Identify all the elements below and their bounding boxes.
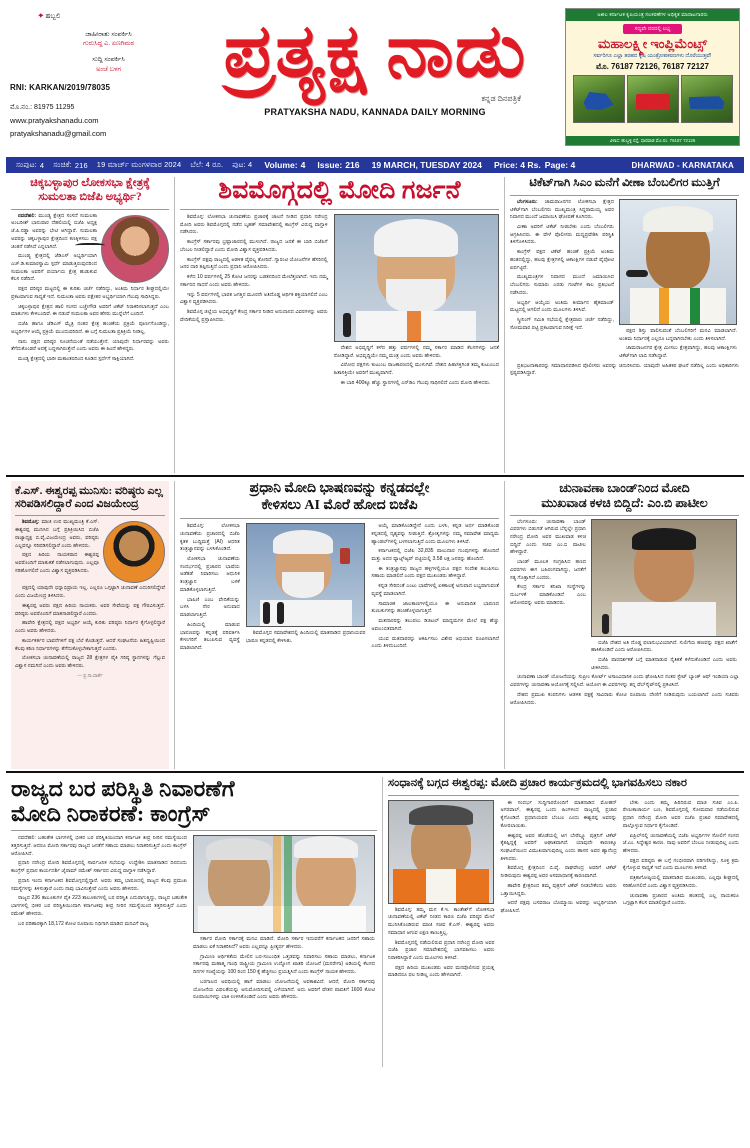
masthead-news-contact [10, 55, 185, 75]
kn-price: ಬೆಲೆ: 4 ರೂ. [190, 160, 224, 169]
drought-col2 [193, 936, 375, 1002]
kn-volume-label: ಸಂಪುಟ: [16, 160, 37, 169]
mb-patil-photo [591, 519, 737, 637]
modi-col1-p2: ಕಾಂಗ್ರೆಸ್ ಸರ್ಕಾರವು ಭ್ರಷ್ಟಾಚಾರದಲ್ಲಿ ಮುಳುಗಿದೆ. ರಾಜ್ಯದ ಜನತೆ ಈ ಬಾರಿ ಬಿಜೆಪಿಗೆ ಬೆಂಬಲ ನೀಡಲಿದ್ದಾರೆ ಎಂದು ಮೋದಿ ವಿಶ್ವಾಸ ವ್ಯಕ್ತಪಡಿಸಿದರು. [180, 239, 328, 253]
sumalatha-photo [101, 215, 169, 283]
sumalatha-headline: ಚಿಕ್ಕಬಳ್ಳಾಪುರ ಲೋಕಸಭಾ ಕ್ಷೇತ್ರಕ್ಕೆ ಸುಮಲತಾ ಬಿಜೆಪಿ ಅಭ್ಯರ್ಥಿ? [30, 177, 150, 203]
vijayendra-photo [103, 521, 165, 583]
ad-ribbon: ಸದ್ಯವೇ ದರದಲ್ಲಿ ಲಭ್ಯ [623, 24, 683, 34]
masthead-ad-contact [10, 30, 185, 50]
news-contact-label: ಸುದ್ದಿ ಸಂಪರ್ಕಿಸಿ [92, 56, 125, 63]
sumalatha-body-cont: ಪಕ್ಷದ ವರಿಷ್ಠರ ಮಟ್ಟದಲ್ಲಿ ಈ ಕುರಿತು ಚರ್ಚೆ ನಡೆದಿದ್ದು, ಅಂತಿಮ ನಿರ್ಧಾರ ಶೀಘ್ರದಲ್ಲಿಯೇ ಪ್ರಕಟವಾಗುವ ಸಾಧ್ಯತೆ ಇದೆ. ಸುಮಲತಾ ಅವರು ಪಕ್ಷೇತರ ಅಭ್ಯರ್ಥಿಯಾಗಿ ಗೆಲುವು ಸಾಧಿಸಿದ್ದರು. ಚಿಕ್ಕಬಳ್ಳಾಪುರ ಕ್ಷೇತ್ರದ ಹಾಲಿ ಸಂಸದ ಬಚ್ಚೇಗೌಡ ಅವರಿಗೆ ಟಿಕೆಟ್ ನಿರಾಕರಿಸಲಾಗುತ್ತದೆ ಎಂಬ ಮಾತುಗಳು ಕೇಳಿಬಂದಿವೆ. ಈ ನಡುವೆ ಸುಮಲತಾ ಅವರ ಹೆಸರು ಮುನ್ನೆಲೆಗೆ ಬಂದಿದೆ. ಬಿಜೆಪಿ ಹಾಗೂ ಜೆಡಿಎಸ್ ಮೈತ್ರಿ ನಂತರ ಕ್ಷೇತ್ರ ಹಂಚಿಕೆಯ ಪ್ರಕ್ರಿಯೆ ಪೂರ್ಣಗೊಂಡಿದ್ದು, ಅಭ್ಯರ್ಥಿಗಳ ಆಯ್ಕೆ ಪ್ರಕ್ರಿಯೆ ಮುಂದುವರಿದಿದೆ. ಈ ಬಗ್ಗೆ ಸುಮಲತಾ ಪ್ರತಿಕ್ರಿಯೆ ನೀಡಿಲ್ಲ. ನಾನು ಪಕ್ಷದ ವರಿಷ್ಠರ ಸೂಚನೆಯಂತೆ ನಡೆಯುತ್ತೇನೆ. ಯಾವುದೇ ನಿರ್ಧಾರವನ್ನು ಅವರು ತೆಗೆದುಕೊಂಡರೆ ಅದಕ್ಕೆ ಬದ್ಧಳಾಗಿರುತ್ತೇನೆ ಎಂದು ಅವರು ಈ ಹಿಂದೆ ಹೇಳಿದ್ದರು. ಮಂಡ್ಯ ಕ್ಷೇತ್ರದಲ್ಲಿ ಭಾರೀ ಮತಾಂತರದಿಂದ ಕೂಡಿದ ಸ್ಪರ್ಧೆಗೆ ಸಾಕ್ಷಿಯಾಗಿದೆ. [11, 286, 169, 363]
mb-patil-col2: ಬಿಜೆಪಿ ದೇಶದ ಅತಿ ದೊಡ್ಡ ಫಲಾನುಭವಿಯಾಗಿದೆ. ಸುಲಿಗೆಯ ಹಣವನ್ನು ಪಕ್ಷದ ಖಾತೆಗೆ ಹಾಕಿಕೊಂಡಿದೆ ಎಂದು ಆರೋಪಿಸಿದರು. ಬಿಜೆಪಿ ಪಾರದರ್ಶಕತೆ ಬಗ್ಗೆ ಮಾತನಾಡುವ ನೈತಿಕತೆ ಕಳೆದುಕೊಂಡಿದೆ ಎಂದು ಅವರು ಟೀಕಿಸಿದರು. [591, 639, 737, 671]
ai-bjp-col2-p2: ಕರ್ನಾಟಕದಲ್ಲಿ ಬಿಜೆಪಿ 32,835 ಪಾಲುದಾರ ಗುಂಪುಗಳನ್ನು ಹೊಂದಿದೆ ಮತ್ತು ಅದರ ವ್ಯಾಟ್ಸ್‌ಆ್ಯಪ್ ಪಟ್ಟಿಯಲ್ಲಿ 3.58 ಲಕ್ಷ ಜನರನ್ನು ಹೊಂದಿದೆ. [371, 548, 499, 562]
eshwarappa-refusal-col1-p1: ಶಿವಮೊಗ್ಗ: ತಮ್ಮ ಮಗ ಕೆ.ಇ. ಕಾಂತೇಶ್‌ಗೆ ಲೋಕಸಭಾ ಚುನಾವಣೆಯಲ್ಲಿ ಟಿಕೆಟ್ ನೀಡದ ಕಾರಣ ಬಿಜೆಪಿ ವರಿಷ್ಠರ ಮೇಲೆ ಮುನಿಸಿಕೊಂಡಿರುವ ಮಾಜಿ ಸಚಿವ ಕೆ.ಎಸ್. ಈಶ್ವರಪ್ಪ ಅವರು ಸಮಾಧಾನ ಆಗುವ ಲಕ್ಷಣ ಕಾಣುತ್ತಿಲ್ಲ. [388, 906, 495, 936]
ai-bjp-headline [180, 481, 499, 514]
eshwarappa-refusal-headline: ಸಂಧಾನಕ್ಕೆ ಬಗ್ಗದ ಈಶ್ವರಪ್ಪ: ಮೋದಿ ಪ್ರಚಾರ ಕಾರ್ಯಕ್ರಮದಲ್ಲಿ ಭಾಗವಹಿಸಲು ನಕಾರ [388, 777, 687, 789]
siddaramaiah-photo [619, 199, 737, 325]
article-eshwarappa-munisu[interactable] [6, 481, 174, 769]
eshwarappa-refusal-col3-p2: ಏಪ್ರಿಲ್‌ನಲ್ಲಿ ಚುನಾವಣೆಯಲ್ಲಿ ಬಿಜೆಪಿ ಅಭ್ಯರ್ಥಿಗಳ ಸೋಲಿಗೆ ಸಂಸದ ಜೆ.ಎಂ. ಸಿದ್ದೇಶ್ವರ ಕಾರಣ. ನಾವು ಅವರಿಗೆ ಬೆಂಬಲ ನೀಡುವುದಿಲ್ಲ ಎಂದು ಹೇಳಿದರು. [622, 832, 739, 854]
drought-col1-p1: ನವದೆಹಲಿ: ಬಹುತೇಕ ಭಾಗಗಳಲ್ಲಿ ಭೀಕರ ಬರ ಪರಿಸ್ಥಿತಿಯಿಂದಾಗಿ ಕರ್ನಾಟಕ ತೀವ್ರ ನೀರಿನ ಸಮಸ್ಯೆಯಿಂದ ತತ್ತರಿಸುತ್ತಿದೆ. ಆದರೂ ಮೋದಿ ಸರ್ಕಾರವು ರಾಜ್ಯದ ಜನತೆಗೆ ಸಹಾಯ ಮಾಡಲು ನಿರಾಕರಿಸುತ್ತಿದೆ ಎಂದು ಕಾಂಗ್ರೆಸ್ ಆರೋಪಿಸಿದೆ. [11, 835, 187, 857]
edition-place: DHARWAD - KARNATAKA [631, 160, 734, 170]
masthead-email[interactable]: pratyakshanadu@gmail.com [10, 129, 107, 139]
eshwarappa-refusal-col3: ಬೇಕು ಎಂದು ತಮ್ಮ ಹಿರಿದಿರುವ ಮಾಜಿ ಸಚಿವ ಎಂ.ಪಿ. ರೇಣುಕಾಚಾರ್ಯ ಬಣ, ಶಿವಮೊಗ್ಗದಲ್ಲಿ ಸೋಮವಾರ ನಡೆಯಲಿರುವ ಪ್ರಧಾನಿ ನರೇಂದ್ರ ಮೋದಿ ಅವರ ಬಿಜೆಪಿ ಪ್ರಚಾರ ಸಮಾವೇಶದಲ್ಲಿ ಪಾಲ್ಗೊಳ್ಳುವ ನಿರ್ಧಾರ ಕೈಗೊಂಡಿದೆ. ಏಪ್ರಿಲ್‌ನಲ್ಲಿ ಚುನಾವಣೆಯಲ್ಲಿ ಬಿಜೆಪಿ ಅಭ್ಯರ್ಥಿಗಳ ಸೋಲಿಗೆ ಸಂಸದ ಜೆ.ಎಂ. ಸಿದ್ದೇಶ್ವರ ಕಾರಣ. ನಾವು ಅವರಿಗೆ ಬೆಂಬಲ ನೀಡುವುದಿಲ್ಲ ಎಂದು ಹೇಳಿದರು. ಪಕ್ಷದ ವರಿಷ್ಠರು ಈ ಬಗ್ಗೆ ಗಂಭೀರವಾಗಿ ಪರಿಗಣಿಸಿದ್ದು, ಸೂಕ್ತ ಕ್ರಮ ಕೈಗೊಳ್ಳುವ ಸಾಧ್ಯತೆ ಇದೆ ಎಂದು ಮೂಲಗಳು ತಿಳಿಸಿವೆ. ಪತ್ರಿಕಾಗೋಷ್ಠಿಯಲ್ಲಿ ಮಾತನಾಡಿದ ಮುಖಂಡರು, ಎಲ್ಲವೂ ಶೀಘ್ರದಲ್ಲಿ ಸರಿಹೋಗಲಿದೆ ಎಂದು ವಿಶ್ವಾಸ ವ್ಯಕ್ತಪಡಿಸಿದರು. ಚುನಾವಣಾ ಪ್ರಚಾರದ ಅಂತಿಮ ಹಂತದಲ್ಲಿ ಎಲ್ಲ ನಾಯಕರೂ ಒಗ್ಗಟ್ಟಾಗಿ ಕೆಲಸ ಮಾಡಲಿದ್ದಾರೆ ಎಂದರು. [622, 799, 739, 907]
modi-shivamogga-col1: ಶಿವಮೊಗ್ಗ: ಲೋಕಸಭಾ ಚುನಾವಣೆಯ ಪ್ರಚಾರಕ್ಕೆ ಚಾಲನೆ ನೀಡಿದ ಪ್ರಧಾನಿ ನರೇಂದ್ರ ಮೋದಿ ಅವರು ಶಿವಮೊಗ್ಗದಲ್ಲಿ ನಡೆದ ಬೃಹತ್ ಸಮಾವೇಶದಲ್ಲಿ ಕಾಂಗ್ರೆಸ್ ವಿರುದ್ಧ ವಾಗ್ದಾಳಿ ನಡೆಸಿದರು. ಕಾಂಗ್ರೆಸ್ ಸರ್ಕಾರವು ಭ್ರಷ್ಟಾಚಾರದಲ್ಲಿ ಮುಳುಗಿದೆ. ರಾಜ್ಯದ ಜನತೆ ಈ ಬಾರಿ ಬಿಜೆಪಿಗೆ ಬೆಂಬಲ ನೀಡಲಿದ್ದಾರೆ ಎಂದು ಮೋದಿ ವಿಶ್ವಾಸ ವ್ಯಕ್ತಪಡಿಸಿದರು. ಕಾಂಗ್ರೆಸ್ ಪಕ್ಷವು ರಾಜ್ಯದಲ್ಲಿ ಆಡಳಿತ ವೈಫಲ್ಯ ತೋರಿದೆ. ಗ್ಯಾರಂಟಿ ಯೋಜನೆಗಳ ಹೆಸರಿನಲ್ಲಿ ಜನರ ದಾರಿ ತಪ್ಪಿಸುತ್ತಿದೆ ಎಂದು ಪ್ರಧಾನಿ ಆರೋಪಿಸಿದರು. ಕಳೆದ 10 ವರ್ಷಗಳಲ್ಲಿ 25 ಕೋಟಿ ಜನರನ್ನು ಬಡತನದಿಂದ ಮೇಲೆತ್ತಲಾಗಿದೆ. ಇದು ನಮ್ಮ ಸರ್ಕಾರದ ಸಾಧನೆ ಎಂದು ಅವರು ಹೇಳಿದರು. ಇನ್ನು 5 ವರ್ಷಗಳಲ್ಲಿ ಭಾರತ ಜಗತ್ತಿನ ಮೂರನೇ ಅತಿದೊಡ್ಡ ಆರ್ಥಿಕ ಶಕ್ತಿಯಾಗಲಿದೆ ಎಂಬ ವಿಶ್ವಾಸ ವ್ಯಕ್ತಪಡಿಸಿದರು. ಶಿವಮೊಗ್ಗ ಜಿಲ್ಲೆಯ ಅಭಿವೃದ್ಧಿಗೆ ಕೇಂದ್ರ ಸರ್ಕಾರ ನೀಡಿದ ಅನುದಾನದ ವಿವರಗಳನ್ನು ಅವರು ವೇದಿಕೆಯಲ್ಲಿ ಪ್ರಸ್ತಾಪಿಸಿದರು. [180, 214, 328, 323]
eshwarappa-munisu-body: ಶಿವಮೊಗ್ಗ: ಮಾಜಿ ಉಪ ಮುಖ್ಯಮಂತ್ರಿ ಕೆ.ಎಸ್. ಈಶ್ವರಪ್ಪ ಮುನಿಸಿನ ಬಗ್ಗೆ ಪ್ರತಿಕ್ರಿಯಿಸಿದ ಬಿಜೆಪಿ ರಾಜ್ಯಾಧ್ಯಕ್ಷ ಬಿ.ವೈ.ವಿಜಯೇಂದ್ರ ಅವರು, ವರಿಷ್ಠರು ಎಲ್ಲವನ್ನೂ ಸರಿಪಡಿಸಲಿದ್ದಾರೆ ಎಂದು ಹೇಳಿದರು. ಪಕ್ಷದ ಹಿರಿಯ ನಾಯಕರಾದ ಈಶ್ವರಪ್ಪ ಅವರೊಂದಿಗೆ ಮಾತುಕತೆ ನಡೆಸಲಾಗುವುದು. ಎಲ್ಲವೂ ಸರಿಹೋಗಲಿದೆ ಎಂದು ವಿಶ್ವಾಸ ವ್ಯಕ್ತಪಡಿಸಿದರು. ಪಕ್ಷದಲ್ಲಿ ಯಾವುದೇ ಭಿನ್ನಾಭಿಪ್ರಾಯ ಇಲ್ಲ. ಎಲ್ಲರೂ ಒಗ್ಗಟ್ಟಾಗಿ ಚುನಾವಣೆ ಎದುರಿಸಲಿದ್ದೇವೆ ಎಂದು ವಿಜಯೇಂದ್ರ ತಿಳಿಸಿದರು. ಈಶ್ವರಪ್ಪ ಅವರು ಪಕ್ಷದ ಹಿರಿಯ ನಾಯಕರು. ಅವರ ಸೇವೆಯನ್ನು ಪಕ್ಷ ಗೌರವಿಸುತ್ತದೆ. ವರಿಷ್ಠರು ಅವರೊಂದಿಗೆ ಮಾತನಾಡಲಿದ್ದಾರೆ ಎಂದರು. ಹಾವೇರಿ ಕ್ಷೇತ್ರದಲ್ಲಿ ಪಕ್ಷದ ಅಭ್ಯರ್ಥಿ ಆಯ್ಕೆ ಕುರಿತು ವರಿಷ್ಠರು ನಿರ್ಧಾರ ಕೈಗೊಳ್ಳಲಿದ್ದಾರೆ ಎಂದು ಅವರು ಹೇಳಿದರು. ಕಾರ್ಯಕರ್ತರ ಭಾವನೆಗಳಿಗೆ ಪಕ್ಷ ಬೆಲೆ ಕೊಡುತ್ತದೆ. ಆದರೆ ಸಂಘಟನೆಯ ಹಿತದೃಷ್ಟಿಯಿಂದ ಕೆಲವು ಕಠಿಣ ನಿರ್ಧಾರಗಳನ್ನು ತೆಗೆದುಕೊಳ್ಳಬೇಕಾಗುತ್ತದೆ ಎಂದರು. ಲೋಕಸಭಾ ಚುನಾವಣೆಯಲ್ಲಿ ರಾಜ್ಯದ 28 ಕ್ಷೇತ್ರಗಳ ಪೈಕಿ ಗರಿಷ್ಠ ಸ್ಥಾನಗಳನ್ನು ಗೆಲ್ಲುವ ವಿಶ್ವಾಸ ನಮಗಿದೆ ಎಂದು ಅವರು ಹೇಳಿದರು. — ಪ್ರ.ನಾ.ವಾರ್ತೆ [15, 519, 165, 678]
drought-col2-p3: ಬರಗಾಲದ ಅವಧಿಯಲ್ಲಿ ಹಾಗೆ ಮಾಡಲು ಯೋಜನೆಯಲ್ಲಿ ಅವಕಾಶವಿದೆ. ಆದರೆ, ಮೋದಿ ಸರ್ಕಾರವು ಯೋಜನೆಯ ವಿಫಲತೆಯನ್ನು ಅನುಮೋದಿಸುವಲ್ಲಿ ಎಳೆಯಾಗಿದೆ. ಅದು ಅವರಿಗೆ ವೇತನ ಪಾವತಿಗೆ 1600 ಕೋಟಿ ರೂಪಾಯಿಗಳನ್ನು ಬಾಕಿ ಉಳಿಸಿಕೊಂಡಿದೆ ಎಂದು ಅವರು ಹೇಳಿದರು. [193, 978, 375, 1001]
en-date: 19 MARCH, TUESDAY 2024 [371, 160, 482, 170]
mb-patil-headline-l1: ಚುನಾವಣಾ ಬಾಂಡ್‌ನಿಂದ ಮೋದಿ [559, 481, 690, 495]
masthead-title-block [185, 8, 565, 117]
ad-contact-name: ಗುರುಸಿದ್ದ ಎ. ಏಣಗಿಮಠ [83, 40, 134, 48]
article-veena-ticket[interactable] [504, 177, 744, 473]
ai-bjp-headline-l1: ಪ್ರಧಾನಿ ಮೋದಿ ಭಾಷಣವನ್ನು ಕನ್ನಡದಲ್ಲೇ [249, 481, 430, 496]
en-price: Price: 4 Rs. [493, 160, 541, 170]
ai-bjp-photo-caption-body: ಶಿವಮೊಗ್ಗದ ಸಮಾವೇಶದಲ್ಲಿ ಹಿಂದಿಯಲ್ಲಿ ಮಾತನಾಡಿದ ಪ್ರಧಾನಿಯವರ ಭಾಷಣ ಕನ್ನಡದಲ್ಲಿ ಕೇಳಿಸಿತು. [245, 630, 366, 644]
sumalatha-body-p1: ಮುಂಡ್ಯ ಕ್ಷೇತ್ರದ ಸಂಸದೆ ಸುಮಲತಾ ಅಂಬರೀಶ್ ಭಾನುವಾರ ದೆಹಲಿಯಲ್ಲಿ ಬಿಜೆಪಿ ಅಧ್ಯಕ್ಷ ಜೆ.ಪಿ.ನಡ್ಡಾ ಅವರನ್ನು ಭೇಟಿ ಆಗಿದ್ದಾರೆ. ಸುಮಲತಾ ಅವರನ್ನು ಚಿಕ್ಕಬಳ್ಳಾಪುರ ಕ್ಷೇತ್ರದಿಂದ ಕಣಕ್ಕಿಳಿಸಲು ಪಕ್ಷ ಚಿಂತನೆ ನಡೆಸಿದೆ ಎನ್ನಲಾಗಿದೆ. [11, 212, 97, 250]
article-sumalatha[interactable] [6, 177, 174, 473]
en-page: Page: 4 [544, 160, 576, 170]
ai-bjp-col2-p1: ಆಯ್ಕೆ ಮಾಡಿಕೊಂಡಿದ್ದೇನೆ ಎಂದು ಬಳಸಿ, ಕನ್ನಡ ಅರ್ಥ ಮಾಡಿಕೊಂಡ ಕನ್ನಡದಲ್ಲಿ ದೃಶ್ಯವನ್ನು ನೀಡುತ್ತಿದೆ. ಶ್ರೋತೃಗಳನ್ನು ನಮ್ಮ ಸಮಾವೇಶ ಮಾಧ್ಯಮ ಹ್ಯಾಂಡಲ್‌ಗಳಲ್ಲಿ ಬಳಸಲಾಗುತ್ತಿದೆ ಎಂದು ಮೂಲಗಳು ತಿಳಿಸಿವೆ. [371, 523, 499, 545]
masthead-phone: ಮೊ.ನಂ.: 81975 11295 [10, 103, 75, 111]
veena-col2: ಪಕ್ಷದ ಶಿಸ್ತು ಪಾಲಿಸುವಂತೆ ಬೆಂಬಲಿಗರಿಗೆ ಮನವಿ ಮಾಡಲಾಗಿದೆ. ಅಂತಿಮ ನಿರ್ಧಾರಕ್ಕೆ ಎಲ್ಲರೂ ಬದ್ಧರಾಗಿರಬೇಕು ಎಂದು ತಿಳಿಸಲಾಗಿದೆ. ಚಾಮರಾಜನಗರ ಕ್ಷೇತ್ರ ಮೀಸಲು ಕ್ಷೇತ್ರವಾಗಿದ್ದು, ಹಲವು ಆಕಾಂಕ್ಷಿಗಳು ಟಿಕೆಟ್‌ಗಾಗಿ ಲಾಬಿ ನಡೆಸಿದ್ದಾರೆ. [619, 327, 737, 359]
issue-info-bar [6, 157, 744, 173]
rni-number: RNI: KARKAN/2019/78035 [10, 82, 111, 92]
sumalatha-body-p2: ಮುಂಡ್ಯ ಕ್ಷೇತ್ರದಲ್ಲಿ ಜೆಡಿಎಸ್ ಅಭ್ಯರ್ಥಿಯಾಗಿ ಎಚ್.ಡಿ.ಕುಮಾರಸ್ವಾಮಿ ಸ್ಪರ್ಧೆ ಮಾಡುತ್ತಿರುವುದರಿಂದ ಸುಮಲತಾ ಅವರಿಗೆ ಪರ್ಯಾಯ ಕ್ಷೇತ್ರ ಹುಡುಕುವ ಕೆಲಸ ನಡೆದಿದೆ. [11, 253, 97, 283]
sumalatha-dateline: ನವದೆಹಲಿ: [18, 212, 37, 219]
star-bullet-icon: ✦ [38, 13, 44, 20]
eshwarappa-refusal-col1: ಶಿವಮೊಗ್ಗ: ತಮ್ಮ ಮಗ ಕೆ.ಇ. ಕಾಂತೇಶ್‌ಗೆ ಲೋಕಸಭಾ ಚುನಾವಣೆಯಲ್ಲಿ ಟಿಕೆಟ್ ನೀಡದ ಕಾರಣ ಬಿಜೆಪಿ ವರಿಷ್ಠರ ಮೇಲೆ ಮುನಿಸಿಕೊಂಡಿರುವ ಮಾಜಿ ಸಚಿವ ಕೆ.ಎಸ್. ಈಶ್ವರಪ್ಪ ಅವರು ಸಮಾಧಾನ ಆಗುವ ಲಕ್ಷಣ ಕಾಣುತ್ತಿಲ್ಲ. ಶಿವಮೊಗ್ಗದಲ್ಲಿ ನಡೆಯಲಿರುವ ಪ್ರಧಾನಿ ನರೇಂದ್ರ ಮೋದಿ ಅವರ ಬಿಜೆಪಿ ಪ್ರಚಾರ ಸಮಾವೇಶದಲ್ಲಿ ಭಾಗವಹಿಸಲು ಅವರು ನಿರಾಕರಿಸಿದ್ದಾರೆ ಎಂದು ಮೂಲಗಳು ತಿಳಿಸಿವೆ. ಪಕ್ಷದ ಹಿರಿಯ ಮುಖಂಡರು ಅವರ ಮನವೊಲಿಸುವ ಪ್ರಯತ್ನ ಮಾಡಿದರೂ ಫಲ ನೀಡಿಲ್ಲ ಎಂದು ಹೇಳಲಾಗಿದೆ. [388, 906, 495, 979]
ad-bottom-banner: ವಿಳಾಸ: ಹುಬ್ಬಳ್ಳಿ ರಸ್ತೆ, ಧಾರವಾಡ ಮೊ.ನಂ. 76187 72126 [566, 136, 739, 145]
veena-col1: ಬೆಂಗಳೂರು: ಚಾಮರಾಜನಗರ ಲೋಕಸಭಾ ಕ್ಷೇತ್ರದ ಟಿಕೆಟ್‌ಗಾಗಿ ಬೆಂಬಲಿಗರು ಮುಖ್ಯಮಂತ್ರಿ ಸಿದ್ದರಾಮಯ್ಯ ಅವರ ನಿವಾಸದ ಮುಂದೆ ಜಮಾಯಿಸಿ ಘೋಷಣೆ ಕೂಗಿದರು. ವೀಣಾ ಅವರಿಗೆ ಟಿಕೆಟ್ ನೀಡಬೇಕು ಎಂದು ಬೆಂಬಲಿಗರು ಆಗ್ರಹಿಸಿದರು. ಈ ವೇಳೆ ಪೊಲೀಸರು ಮಧ್ಯಪ್ರವೇಶಿಸಿ ಪರಿಸ್ಥಿತಿ ತಿಳಿಗೊಳಿಸಿದರು. ಕಾಂಗ್ರೆಸ್ ಪಕ್ಷದ ಟಿಕೆಟ್ ಹಂಚಿಕೆ ಪ್ರಕ್ರಿಯೆ ಅಂತಿಮ ಹಂತದಲ್ಲಿದ್ದು, ಹಲವು ಕ್ಷೇತ್ರಗಳಲ್ಲಿ ಆಕಾಂಕ್ಷಿಗಳ ನಡುವೆ ಪೈಪೋಟಿ ಏರ್ಪಟ್ಟಿದೆ. ಮುಖ್ಯಮಂತ್ರಿಗಳ ನಿವಾಸದ ಮುಂದೆ ಜಮಾಯಿಸಿದ ಬೆಂಬಲಿಗರು ಸುಮಾರು ಎರಡು ಗಂಟೆಗಳ ಕಾಲ ಪ್ರತಿಭಟನೆ ನಡೆಸಿದರು. ಅಭ್ಯರ್ಥಿ ಆಯ್ಕೆಯ ಅಂತಿಮ ತೀರ್ಮಾನ ಹೈಕಮಾಂಡ್ ಮಟ್ಟದಲ್ಲಿ ಆಗಲಿದೆ ಎಂದು ಮೂಲಗಳು ತಿಳಿಸಿವೆ. ಸ್ಕ್ರೀನಿಂಗ್ ಸಮಿತಿ ಸಭೆಯಲ್ಲಿ ಕ್ಷೇತ್ರವಾರು ಚರ್ಚೆ ನಡೆದಿದ್ದು, ಸೋಮವಾರ ಪಟ್ಟಿ ಪ್ರಕಟವಾಗುವ ನಿರೀಕ್ಷೆ ಇದೆ. [510, 198, 614, 331]
article-drought-congress[interactable] [6, 777, 382, 1067]
ad-subtitle: ಸರ್ವರಿಗೂ ಎಲ್ಲಾ ತರಹದ ಕೃಷಿ ಯಂತ್ರೋಪಕರಣಗಳು ದೊರೆಯುತ್ತವೆ! [593, 53, 712, 59]
ad-image-trailer [681, 75, 733, 123]
en-volume-label: Volume: [264, 160, 298, 170]
mb-patil-headline-l2: ಮುಖವಾಡ ಕಳಚಿ ಬಿದ್ದಿದೆ: ಎಂ.ಬಿ ಪಾಟೀಲ [541, 495, 708, 510]
news-contact-name: ಅಂಚೆ ಬಳಗ [95, 65, 122, 73]
newspaper-logo: ಪ್ರತ್ಯಕ್ಷ ನಾಡು [223, 11, 527, 93]
mb-patil-col1: ಬೆಂಗಳೂರು: ಚುನಾವಣಾ ಬಾಂಡ್ ವಿವರಗಳು ಬಿಡುಗಡೆ ಆಗಿರುವ ಬೆನ್ನಲ್ಲೇ ಪ್ರಧಾನಿ ನರೇಂದ್ರ ಮೋದಿ ಅವರ ಮುಖವಾಡ ಕಳಚಿ ಬಿದ್ದಿದೆ ಎಂದು ಸಚಿವ ಎಂ.ಬಿ ಪಾಟೀಲ ಹೇಳಿದ್ದಾರೆ. ಬಾಂಡ್ ಮೂಲಕ ಸಂಗ್ರಹಿಸಿದ ಹಣದ ವಿವರಗಳು ಈಗ ಬಹಿರಂಗವಾಗಿದ್ದು, ಜನತೆಗೆ ಸತ್ಯ ಗೊತ್ತಾಗಿದೆ ಎಂದರು. ಕೇಂದ್ರ ಸರ್ಕಾರ ತನಿಖಾ ಸಂಸ್ಥೆಗಳನ್ನು ದುರ್ಬಳಕೆ ಮಾಡಿಕೊಂಡಿದೆ ಎಂಬ ಆರೋಪವನ್ನು ಅವರು ಮಾಡಿದರು. [510, 518, 586, 606]
veena-headline: ಟಿಕೆಟ್‌ಗಾಗಿ ಸಿಎಂ ಮನೆಗೆ ವೀಣಾ ಬೆಂಬಲಿಗರ ಮುತ್ತಿಗೆ [529, 177, 720, 189]
eshwarappa-munisu-p2: ಪಕ್ಷದ ಹಿರಿಯ ನಾಯಕರಾದ ಈಶ್ವರಪ್ಪ ಅವರೊಂದಿಗೆ ಮಾತುಕತೆ ನಡೆಸಲಾಗುವುದು. ಎಲ್ಲವೂ ಸರಿಹೋಗಲಿದೆ ಎಂದು ವಿಶ್ವಾಸ ವ್ಯಕ್ತಪಡಿಸಿದರು. [15, 552, 99, 574]
modi-shivamogga-col2: ದೇಶದ ಅಭಿವೃದ್ಧಿಗೆ ಕಳೆದ ಹತ್ತು ವರ್ಷಗಳಲ್ಲಿ ನಮ್ಮ ಸರ್ಕಾರ ಮಾಡಿದ ಕೆಲಸಗಳನ್ನು ಜನತೆ ನೋಡಿದ್ದಾರೆ. ಅಭಿವೃದ್ಧಿಯೇ ನಮ್ಮ ಮಂತ್ರ ಎಂದು ಅವರು ಹೇಳಿದರು. ವಿರೋಧ ಪಕ್ಷಗಳು ಕುಟುಂಬ ರಾಜಕಾರಣದಲ್ಲಿ ಮುಳುಗಿವೆ. ದೇಶದ ಹಿತಾಸಕ್ತಿಗಿಂತ ತಮ್ಮ ಕುಟುಂಬದ ಹಿತಾಸಕ್ತಿಯೇ ಅವರಿಗೆ ಮುಖ್ಯವಾಗಿದೆ. ಈ ಬಾರಿ 400ಕ್ಕೂ ಹೆಚ್ಚು ಸ್ಥಾನಗಳಲ್ಲಿ ಎನ್‌ಡಿಎ ಗೆಲುವು ಸಾಧಿಸಲಿದೆ ಎಂದು ಮೋದಿ ಹೇಳಿದರು. [333, 345, 499, 386]
masthead-contact-block [10, 102, 185, 141]
en-volume-value: 4 [300, 160, 306, 170]
jairam-modi-photo [193, 835, 375, 933]
veena-dateline: ಬೆಂಗಳೂರು: [517, 198, 538, 205]
drought-col1-p3: ಪ್ರಧಾನಿ ಇಂದು ಕರ್ನಾಟಕದ ಶಿವಮೊಗ್ಗದಲ್ಲಿದ್ದಾರೆ. ಅವರು ತಮ್ಮ ಭಾಷಣದಲ್ಲಿ ರಾಜ್ಯದ ಕೆಲವು ಪ್ರಮುಖ ಸಮಸ್ಯೆಗಳನ್ನು ತಿಳಿಸುತ್ತಾರೆ ಎಂದು ನಾವು ಭಾವಿಸುತ್ತೇವೆ ಎಂದು ಅವರು ಹೇಳಿದರು. [11, 877, 187, 892]
modi-ai-photo [246, 523, 366, 627]
modi-shivamogga-headline: ಶಿವಮೊಗ್ಗದಲ್ಲಿ ಮೋದಿ ಗರ್ಜನೆ [218, 177, 461, 204]
drought-headline-l1: ರಾಜ್ಯದ ಬರ ಪರಿಸ್ಥಿತಿ ನಿವಾರಣೆಗೆ [11, 776, 235, 801]
eshwarappa-refusal-col1-p2: ಶಿವಮೊಗ್ಗದಲ್ಲಿ ನಡೆಯಲಿರುವ ಪ್ರಧಾನಿ ನರೇಂದ್ರ ಮೋದಿ ಅವರ ಬಿಜೆಪಿ ಪ್ರಚಾರ ಸಮಾವೇಶದಲ್ಲಿ ಭಾಗವಹಿಸಲು ಅವರು ನಿರಾಕರಿಸಿದ್ದಾರೆ ಎಂದು ಮೂಲಗಳು ತಿಳಿಸಿವೆ. [388, 939, 495, 961]
article-eshwarappa-refusal[interactable] [382, 777, 744, 1067]
mb-patil-col-full: ಚುನಾವಣಾ ಬಾಂಡ್ ಯೋಜನೆಯನ್ನು ಸುಪ್ರೀಂ ಕೋರ್ಟ್ ಅಸಾಂವಿಧಾನಿಕ ಎಂದು ಘೋಷಿಸಿದ ನಂತರ ಸ್ಟೇಟ್ ಬ್ಯಾಂಕ್ ಆಫ್ ಇಂಡಿಯಾ ಎಲ್ಲಾ ವಿವರಗಳನ್ನು ಚುನಾವಣಾ ಆಯೋಗಕ್ಕೆ ಸಲ್ಲಿಸಿದೆ. ಆಯೋಗ ಈ ವಿವರಗಳನ್ನು ತನ್ನ ವೆಬ್‌ಸೈಟ್‌ನಲ್ಲಿ ಪ್ರಕಟಿಸಿದೆ. ದೇಶದ ಪ್ರಮುಖ ಕಂಪನಿಗಳು ಆಡಳಿತ ಪಕ್ಷಕ್ಕೆ ಸಾವಿರಾರು ಕೋಟಿ ರೂಪಾಯಿ ದೇಣಿಗೆ ನೀಡಿರುವುದು ಬಯಲಾಗಿದೆ ಎಂದು ಸಚಿವರು ಆರೋಪಿಸಿದರು. [510, 674, 739, 706]
mb-patil-col1-p1: ಬೆಂಗಳೂರು: ಚುನಾವಣಾ ಬಾಂಡ್ ವಿವರಗಳು ಬಿಡುಗಡೆ ಆಗಿರುವ ಬೆನ್ನಲ್ಲೇ ಪ್ರಧಾನಿ ನರೇಂದ್ರ ಮೋದಿ ಅವರ ಮುಖವಾಡ ಕಳಚಿ ಬಿದ್ದಿದೆ ಎಂದು ಸಚಿವ ಎಂ.ಬಿ ಪಾಟೀಲ ಹೇಳಿದ್ದಾರೆ. [510, 518, 586, 556]
masthead-left-info [10, 8, 185, 140]
kn-date: 19 ಮಾರ್ಚ್ ಮಂಗಳವಾರ 2024 [96, 160, 182, 169]
mb-patil-headline [510, 481, 739, 511]
eshwarappa-refusal-col2-p2: ಈಶ್ವರಪ್ಪ ಅವರ ಹೊಡೆಯಲ್ಲಿ ಆಗ ಬೇರೆಲ್ಲ್ಯೂ ಪುತ್ರನಿಗೆ ಟಿಕೆಟ್ ಕೈತಪ್ಪಿದ್ದಕ್ಕೆ ಅವರಿಗೆ ಅಘಾತವಾಗಿದೆ. ಯಾವುದೇ ಕಾರಣಕ್ಕೂ ಸಂಘಟನೆಯಿಂದ ವಿಮುಖವಾಗುವುದಿಲ್ಲ ಎಂದು ಹಾಸನ ಅವರ ಹ್ಯಾನೆಂದ್ರ ತಿಳಿಸಿದರು. [500, 832, 617, 862]
news-band-top [6, 177, 744, 473]
veena-col-full: ಪ್ರತಿಭಟನಾಕಾರರನ್ನು ಸಮಾಧಾನಪಡಿಸಿದ ಪೊಲೀಸರು ಅವರನ್ನು ಚದುರಿಸಿದರು. ಯಾವುದೇ ಅಹಿತಕರ ಘಟನೆ ನಡೆದಿಲ್ಲ ಎಂದು ಅಧಿಕಾರಿಗಳು ಸ್ಪಷ್ಟಪಡಿಸಿದ್ದಾರೆ. [510, 362, 739, 377]
drought-col1-p4: ರಾಜ್ಯದ 236 ತಾಲೂಕುಗಳ ಪೈಕಿ 223 ತಾಲೂಕುಗಳಲ್ಲಿ ಬರ ಪರಿಸ್ಥಿತಿ ಎದುರಾಗುತ್ತಿದ್ದು, ರಾಜ್ಯದ ಬಹುತೇಕ ಭಾಗಗಳಲ್ಲಿ ಭೀಕರ ಬರ ಪರಿಸ್ಥಿತಿಯಿಂದಾಗಿ ಕರ್ನಾಟಕವು ತೀವ್ರ ನೀರಿನ ಸಮಸ್ಯೆಯಿಂದ ತತ್ತರಿಸುತ್ತಿದೆ ಎಂದು ರಮೇಶ್ ಹೇಳಿದರು. [11, 895, 187, 917]
article-modi-shivamogga[interactable] [174, 177, 504, 473]
ad-image-plough [573, 75, 625, 123]
ad-top-banner: ಅಖಿಲ ಕರ್ನಾಟಕ ಕೃಷಿಯಂತ್ರ ಸಲಕರಣೆಗಳ ಅಧಿಕೃತ ಮಾರಾಟಗಾರರು [566, 9, 739, 21]
kn-pages: ಪುಟ: 4 [232, 160, 253, 169]
eshwarappa-refusal-col2-p1: ಈ ಸಂದರ್ಭ ಸುದ್ದಿಗಾರರೊಂದಿಗೆ ಮಾತನಾಡಿದ ಮೋಹನ್ ಅಗರವಾಲ್, ಈಶ್ವರಪ್ಪ ಒಂದು ಹಿಂಗಳಿಂದ ರಾಜ್ಯದಲ್ಲಿ ಪ್ರಚಾರ ಕೈಗೊಂಡಿದೆ. ಪ್ರಧಾನಿಯವರ ಬೆಂಬಲ ಎಂದು ಈಶ್ವರಪ್ಪ ಅವರನ್ನು ಕೋರಲಾಯಿತು. [500, 799, 617, 829]
ad-product-images [570, 75, 736, 123]
ad-image-rotavator [627, 75, 679, 123]
ad-phone: ಮೊ. 76187 72126, 76187 72127 [596, 62, 709, 71]
modi-shivamogga-photo [334, 214, 499, 342]
eshwarappa-refusal-col2: ಈ ಸಂದರ್ಭ ಸುದ್ದಿಗಾರರೊಂದಿಗೆ ಮಾತನಾಡಿದ ಮೋಹನ್ ಅಗರವಾಲ್, ಈಶ್ವರಪ್ಪ ಒಂದು ಹಿಂಗಳಿಂದ ರಾಜ್ಯದಲ್ಲಿ ಪ್ರಚಾರ ಕೈಗೊಂಡಿದೆ. ಪ್ರಧಾನಿಯವರ ಬೆಂಬಲ ಎಂದು ಈಶ್ವರಪ್ಪ ಅವರನ್ನು ಕೋರಲಾಯಿತು. ಈಶ್ವರಪ್ಪ ಅವರ ಹೊಡೆಯಲ್ಲಿ ಆಗ ಬೇರೆಲ್ಲ್ಯೂ ಪುತ್ರನಿಗೆ ಟಿಕೆಟ್ ಕೈತಪ್ಪಿದ್ದಕ್ಕೆ ಅವರಿಗೆ ಅಘಾತವಾಗಿದೆ. ಯಾವುದೇ ಕಾರಣಕ್ಕೂ ಸಂಘಟನೆಯಿಂದ ವಿಮುಖವಾಗುವುದಿಲ್ಲ ಎಂದು ಹಾಸನ ಅವರ ಹ್ಯಾನೆಂದ್ರ ತಿಳಿಸಿದರು. ಶಿವಮೊಗ್ಗ ಕ್ಷೇತ್ರದಿಂದ ಬಿ.ವೈ. ರಾಘವೇಂದ್ರ ಅವರಿಗೆ ಟಿಕೆಟ್ ನೀಡಿರುವುದು ಈಶ್ವರಪ್ಪ ಅವರ ಅಸಮಾಧಾನಕ್ಕೆ ಕಾರಣವಾಗಿದೆ. ಹಾವೇರಿ ಕ್ಷೇತ್ರದಿಂದ ತಮ್ಮ ಪುತ್ರನಿಗೆ ಟಿಕೆಟ್ ನೀಡಬೇಕೆಂದು ಅವರು ಒತ್ತಾಯಿಸಿದ್ದರು. ಆದರೆ ಪಕ್ಷವು ಬಸವರಾಜ ಬೊಮ್ಮಾಯಿ ಅವರನ್ನು ಅಭ್ಯರ್ಥಿಯಾಗಿ ಘೋಷಿಸಿದೆ. [500, 799, 617, 915]
article-ai-bjp[interactable] [174, 481, 504, 769]
masthead-kannada-subtitle: ಕನ್ನಡ ದಿನಪತ್ರಿಕೆ [481, 93, 521, 103]
masthead-english-subtitle: PRATYAKSHA NADU, KANNADA DAILY MORNING [264, 106, 486, 117]
drought-col2-p1: ಸರ್ಕಾರ ಮೋದಿ ಸರ್ಕಾರಕ್ಕೆ ಮನವಿ ಮಾಡಿದೆ. ಮೋದಿ ಸರ್ಕಾರ ಇದುವರೆಗೆ ಕರ್ನಾಟಕದ ಜನರಿಗೆ ಸಹಾಯ ಮಾಡಲು ಏಕೆ ನಿರಾಕರಿಸಿದೆ? ಅವರು ಎಲ್ಲವನ್ನೂ ಪ್ರೀತ್ಯರ್ಥ ಹೇಳಿದರು. [193, 936, 375, 950]
masthead-advertisement[interactable] [565, 8, 740, 146]
kn-issue-label: ಸಂಚಿಕೆ: [53, 160, 72, 169]
drought-col1-p2: ಪ್ರಧಾನಿ ನರೇಂದ್ರ ಮೋದಿ ಶಿವಮೊಗ್ಗದಲ್ಲಿ ಸಾರ್ವಜನಿಕ ಸಭೆಯನ್ನು ಉದ್ದೇಶಿಸಿ ಮಾತನಾಡಿದ ದಿನದಂದು ಕಾಂಗ್ರೆಸ್ ಪ್ರಧಾನ ಕಾರ್ಯದರ್ಶಿ ಜೈರಾಮ್ ರಮೇಶ್ ಸರ್ಕಾರದ ವಿರುದ್ಧ ವಾಗ್ದಾಳಿ ನಡೆಸಿದ್ದಾರೆ. [11, 860, 187, 875]
ad-title: ಮಹಾಲಕ್ಷ್ಮೀ ಇಂಪ್ಲಿಮೆಂಟ್ಸ್ [597, 36, 708, 51]
kn-volume-value: 4 [39, 160, 45, 170]
drought-headline-l2: ಮೋದಿ ನಿರಾಕರಣೆ: ಕಾಂಗ್ರೆಸ್ [11, 800, 211, 826]
drought-col2-p2: ಗ್ರಾಮೀಣ ಆರ್ಥಿಕತೆಯ ಮೇಲಿನ ಬರ-ಸಂಬಂಧಿತ ಒತ್ತಡವನ್ನು ನಿವಾರಿಸಲು ಸಹಾಯ ಮಾಡಲು, ಕರ್ನಾಟಕ ಸರ್ಕಾರವು ಮಹಾತ್ಮ ಗಾಂಧಿ ರಾಷ್ಟ್ರೀಯ ಗ್ರಾಮೀಣ ಉದ್ಯೋಗ ಖಾತರಿ ಯೋಜನೆ (ಮನರೇಗಾ) ಅಡಿಯಲ್ಲಿ ಕೆಲಸದ ದಿನಗಳ ಸಂಖ್ಯೆಯನ್ನು 100 ರಿಂದ 150 ಕ್ಕೆ ಹೆಚ್ಚಿಸಲು ಪ್ರಯತ್ನಿಸಿದೆ ಎಂದು ಕಾಂಗ್ರೆಸ್ ನಾಯಕ ಹೇಳಿದರು. [193, 953, 375, 976]
masthead-star-line [10, 12, 185, 23]
modi-col2-p1: ದೇಶದ ಅಭಿವೃದ್ಧಿಗೆ ಕಳೆದ ಹತ್ತು ವರ್ಷಗಳಲ್ಲಿ ನಮ್ಮ ಸರ್ಕಾರ ಮಾಡಿದ ಕೆಲಸಗಳನ್ನು ಜನತೆ ನೋಡಿದ್ದಾರೆ. ಅಭಿವೃದ್ಧಿಯೇ ನಮ್ಮ ಮಂತ್ರ ಎಂದು ಅವರು ಹೇಳಿದರು. [333, 345, 499, 359]
news-band-middle [6, 481, 744, 769]
news-band-bottom [6, 777, 744, 1067]
modi-col1-p1: ಶಿವಮೊಗ್ಗ: ಲೋಕಸಭಾ ಚುನಾವಣೆಯ ಪ್ರಚಾರಕ್ಕೆ ಚಾಲನೆ ನೀಡಿದ ಪ್ರಧಾನಿ ನರೇಂದ್ರ ಮೋದಿ ಅವರು ಶಿವಮೊಗ್ಗದಲ್ಲಿ ನಡೆದ ಬೃಹತ್ ಸಮಾವೇಶದಲ್ಲಿ ಕಾಂಗ್ರೆಸ್ ವಿರುದ್ಧ ವಾಗ್ದಾಳಿ ನಡೆಸಿದರು. [180, 214, 328, 236]
masthead [0, 0, 750, 155]
en-issue-value: 216 [345, 160, 360, 170]
kn-issue-value: 216 [74, 160, 88, 170]
eshwarappa-munisu-headline: ಕೆ.ಎಸ್. ಈಶ್ವರಪ್ಪ ಮುನಿಸು: ವರಿಷ್ಠರು ಎಲ್ಲ ಸರಿಪಡಿಸಲಿದ್ದಾರೆ ಎಂದ ವಿಜಯೇಂದ್ರ [15, 485, 163, 511]
en-issue-label: Issue: [317, 160, 343, 170]
ai-bjp-col0-p1: ಶಿವಮೊಗ್ಗ: ಲೋಕಸಭಾ ಚುನಾವಣೆಯ ಪ್ರಚಾರದಲ್ಲಿ ಬಿಜೆಪಿ ಕೃತಕ ಬುದ್ಧಿಮತ್ತೆ (AI) ಆಧರಿತ ತಂತ್ರಜ್ಞಾನವನ್ನು ಬಳಸಿಕೊಂಡಿದೆ. [180, 523, 240, 553]
masthead-star-text: ಹಬ್ಬಲಿ [45, 13, 61, 20]
veena-body-p1: ಚಾಮರಾಜನಗರ ಲೋಕಸಭಾ ಕ್ಷೇತ್ರದ ಟಿಕೆಟ್‌ಗಾಗಿ ಬೆಂಬಲಿಗರು ಮುಖ್ಯಮಂತ್ರಿ ಸಿದ್ದರಾಮಯ್ಯ ಅವರ ನಿವಾಸದ ಮುಂದೆ ಜಮಾಯಿಸಿ ಘೋಷಣೆ ಕೂಗಿದರು. [510, 198, 614, 221]
drought-col1-p5: ಬರ ಪರಿಹಾರಕ್ಕಾಗಿ 18,172 ಕೋಟಿ ರೂಪಾಯಿ ನಿಧಿಗಾಗಿ ಮಾಡಿದ ಮನವಿಗೆ ರಾಜ್ಯ [18, 920, 149, 927]
drought-headline [11, 777, 377, 826]
drought-col1 [11, 835, 187, 1004]
ai-bjp-headline-l2: ಕೇಳಿಸಲು AI ಮೊರೆ ಹೋದ ಬಿಜೆಪಿ [261, 497, 418, 513]
ai-bjp-col2: ಆಯ್ಕೆ ಮಾಡಿಕೊಂಡಿದ್ದೇನೆ ಎಂದು ಬಳಸಿ, ಕನ್ನಡ ಅರ್ಥ ಮಾಡಿಕೊಂಡ ಕನ್ನಡದಲ್ಲಿ ದೃಶ್ಯವನ್ನು ನೀಡುತ್ತಿದೆ. ಶ್ರೋತೃಗಳನ್ನು ನಮ್ಮ ಸಮಾವೇಶ ಮಾಧ್ಯಮ ಹ್ಯಾಂಡಲ್‌ಗಳಲ್ಲಿ ಬಳಸಲಾಗುತ್ತಿದೆ ಎಂದು ಮೂಲಗಳು ತಿಳಿಸಿವೆ. ಕರ್ನಾಟಕದಲ್ಲಿ ಬಿಜೆಪಿ 32,835 ಪಾಲುದಾರ ಗುಂಪುಗಳನ್ನು ಹೊಂದಿದೆ ಮತ್ತು ಅದರ ವ್ಯಾಟ್ಸ್‌ಆ್ಯಪ್ ಪಟ್ಟಿಯಲ್ಲಿ 3.58 ಲಕ್ಷ ಜನರನ್ನು ಹೊಂದಿದೆ. ಈ ತಂತ್ರಜ್ಞಾನವು ರಾಜ್ಯದ ಹಳ್ಳಿಗಳಲ್ಲಿಯೂ ಪಕ್ಷದ ಸಂದೇಶ ತಲುಪಿಸಲು ಸಹಾಯ ಮಾಡಲಿದೆ ಎಂದು ಪಕ್ಷದ ಮುಖಂಡರು ಹೇಳಿದ್ದಾರೆ. ಕನ್ನಡ ಸೇರಿದಂತೆ ಎಂಟು ಭಾಷೆಗಳಲ್ಲಿ ಏಕಕಾಲಕ್ಕೆ ಅನುವಾದ ಲಭ್ಯವಾಗುವಂತೆ ವ್ಯವಸ್ಥೆ ಮಾಡಲಾಗಿದೆ. ಸಾಮಾಜಿಕ ಜಾಲತಾಣಗಳಲ್ಲಿಯೂ ಈ ಅನುವಾದಿತ ಭಾಷಣದ ತುಣುಕುಗಳನ್ನು ಹಂಚಿಕೊಳ್ಳಲಾಗುತ್ತಿದೆ. ಮತದಾರರನ್ನು ತಲುಪಲು ಡಿಜಿಟಲ್ ಮಾಧ್ಯಮಗಳ ಮೇಲೆ ಪಕ್ಷ ಹೆಚ್ಚು ಅವಲಂಬಿತವಾಗಿದೆ. ಯುವ ಮತದಾರರನ್ನು ಆಕರ್ಷಿಸಲು ವಿಶೇಷ ಅಭಿಯಾನ ರೂಪಿಸಲಾಗಿದೆ ಎಂದು ತಿಳಿದುಬಂದಿದೆ. [371, 523, 499, 650]
article-mb-patil[interactable] [504, 481, 744, 769]
veena-body-p2: ವೀಣಾ ಅವರಿಗೆ ಟಿಕೆಟ್ ನೀಡಬೇಕು ಎಂದು ಬೆಂಬಲಿಗರು ಆಗ್ರಹಿಸಿದರು. ಈ ವೇಳೆ ಪೊಲೀಸರು ಮಧ್ಯಪ್ರವೇಶಿಸಿ ಪರಿಸ್ಥಿತಿ ತಿಳಿಗೊಳಿಸಿದರು. [510, 224, 614, 246]
ad-contact-label: ಜಾಹೀರಾತು ಸಂಪರ್ಕಿಸಿ [85, 30, 132, 38]
eshwarappa-refusal-col3-p1: ಬೇಕು ಎಂದು ತಮ್ಮ ಹಿರಿದಿರುವ ಮಾಜಿ ಸಚಿವ ಎಂ.ಪಿ. ರೇಣುಕಾಚಾರ್ಯ ಬಣ, ಶಿವಮೊಗ್ಗದಲ್ಲಿ ಸೋಮವಾರ ನಡೆಯಲಿರುವ ಪ್ರಧಾನಿ ನರೇಂದ್ರ ಮೋದಿ ಅವರ ಬಿಜೆಪಿ ಪ್ರಚಾರ ಸಮಾವೇಶದಲ್ಲಿ ಪಾಲ್ಗೊಳ್ಳುವ ನಿರ್ಧಾರ ಕೈಗೊಂಡಿದೆ. [622, 799, 739, 829]
ai-bjp-col0: ಶಿವಮೊಗ್ಗ: ಲೋಕಸಭಾ ಚುನಾವಣೆಯ ಪ್ರಚಾರದಲ್ಲಿ ಬಿಜೆಪಿ ಕೃತಕ ಬುದ್ಧಿಮತ್ತೆ (AI) ಆಧರಿತ ತಂತ್ರಜ್ಞಾನವನ್ನು ಬಳಸಿಕೊಂಡಿದೆ. ಲೋಕಸಭಾ ಚುನಾವಣೆಯ ಸಂದರ್ಭದಲ್ಲಿ ಪ್ರಚಾರದ ಭಾಷೆಯ ಅಡೆತಡೆ ನಿವಾರಿಸಲು ಆಧುನಿಕ ತಂತ್ರಜ್ಞಾನ ಬಳಕೆ ಮಾಡಿಕೊಳ್ಳಲಾಗುತ್ತಿದೆ. ಭಾಷಿಣಿ ಎಂಬ ವೇದಿಕೆಯನ್ನು ಬಳಸಿ ನೇರ ಅನುವಾದ ಮಾಡಲಾಗುತ್ತಿದೆ. ಹಿಂದಿಯಲ್ಲಿ ಮಾಡುವ ಭಾಷಣವನ್ನು ಕನ್ನಡಕ್ಕೆ ಪರಿವರ್ತಿಸಿ ಕೇಳುಗರಿಗೆ ತಲುಪಿಸುವ ವ್ಯವಸ್ಥೆ ಮಾಡಲಾಗಿದೆ. [180, 523, 240, 652]
eshwarappa-munisu-dateline: ಶಿವಮೊಗ್ಗ: [22, 519, 40, 526]
eshwarappa-photo [388, 800, 494, 904]
eshwarappa-munisu-p1: ಮಾಜಿ ಉಪ ಮುಖ್ಯಮಂತ್ರಿ ಕೆ.ಎಸ್. ಈಶ್ವರಪ್ಪ ಮುನಿಸಿನ ಬಗ್ಗೆ ಪ್ರತಿಕ್ರಿಯಿಸಿದ ಬಿಜೆಪಿ ರಾಜ್ಯಾಧ್ಯಕ್ಷ ಬಿ.ವೈ.ವಿಜಯೇಂದ್ರ ಅವರು, ವರಿಷ್ಠರು ಎಲ್ಲವನ್ನೂ ಸರಿಪಡಿಸಲಿದ್ದಾರೆ ಎಂದು ಹೇಳಿದರು. [15, 519, 100, 549]
mb-patil-col2-p1: ಬಿಜೆಪಿ ದೇಶದ ಅತಿ ದೊಡ್ಡ ಫಲಾನುಭವಿಯಾಗಿದೆ. ಸುಲಿಗೆಯ ಹಣವನ್ನು ಪಕ್ಷದ ಖಾತೆಗೆ ಹಾಕಿಕೊಂಡಿದೆ ಎಂದು ಆರೋಪಿಸಿದರು. [591, 639, 737, 654]
masthead-website[interactable]: www.pratyakshanadu.com [10, 115, 99, 125]
